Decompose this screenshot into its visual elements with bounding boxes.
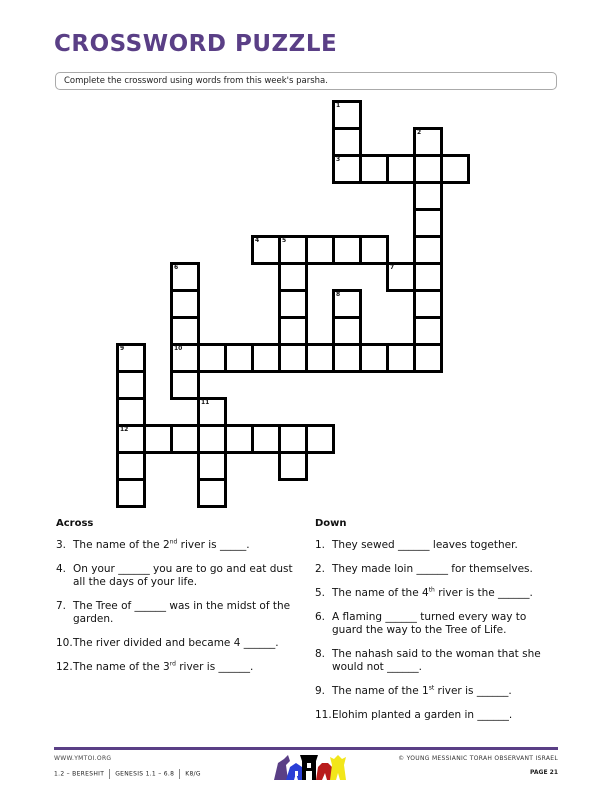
crossword-cell[interactable] xyxy=(278,316,308,346)
crossword-cell[interactable] xyxy=(332,154,362,184)
crossword-cell[interactable] xyxy=(413,127,443,157)
clue-number: 12. xyxy=(56,661,73,673)
crossword-cell[interactable] xyxy=(332,100,362,130)
clue-number: 9. xyxy=(315,685,326,697)
crossword-cell[interactable] xyxy=(197,343,227,373)
clue-text: The nahash said to the woman that she would not ______. xyxy=(332,648,541,673)
clue-number: 2 xyxy=(417,129,422,136)
down-clue xyxy=(315,611,560,637)
crossword-cell[interactable] xyxy=(197,397,227,427)
crossword-cell[interactable] xyxy=(251,235,281,265)
crossword-cell[interactable] xyxy=(278,235,308,265)
crossword-cell[interactable] xyxy=(251,424,281,454)
clue-text: The name of the 2nd river is _____. xyxy=(73,538,250,551)
crossword-cell[interactable] xyxy=(278,262,308,292)
clue-text: The river divided and became 4 ______. xyxy=(73,637,279,649)
clue-number: 8 xyxy=(336,291,341,298)
crossword-cell[interactable] xyxy=(413,154,443,184)
crossword-cell[interactable] xyxy=(224,343,254,373)
clue-text: The name of the 3rd river is ______. xyxy=(73,660,254,673)
crossword-cell[interactable] xyxy=(413,343,443,373)
crossword-cell[interactable] xyxy=(440,154,470,184)
crossword-cell[interactable] xyxy=(170,424,200,454)
crossword-cell[interactable] xyxy=(278,343,308,373)
crossword-cell[interactable] xyxy=(359,235,389,265)
logo-figures-icon xyxy=(272,751,352,781)
clue-number: 11 xyxy=(201,399,210,406)
across-clue xyxy=(56,539,296,552)
across-clue xyxy=(56,637,296,650)
down-clue-list xyxy=(315,539,560,722)
clue-number: 6 xyxy=(174,264,179,271)
crossword-cell[interactable] xyxy=(413,181,443,211)
down-clue xyxy=(315,539,560,552)
crossword-cell[interactable] xyxy=(170,262,200,292)
crossword-cell[interactable] xyxy=(143,424,173,454)
ymtoi-logo-icon xyxy=(272,751,352,781)
clue-text: A flaming ______ turned every way to guard the way to the Tree of Life. xyxy=(332,611,527,636)
crossword-cell[interactable] xyxy=(116,370,146,400)
crossword-cell[interactable] xyxy=(170,370,200,400)
crossword-cell[interactable] xyxy=(413,316,443,346)
crossword-cell[interactable] xyxy=(332,316,362,346)
clue-number: 7 xyxy=(390,264,395,271)
across-clue-list xyxy=(56,539,296,674)
clue-number: 9 xyxy=(120,345,125,352)
across-clue xyxy=(56,563,296,589)
crossword-cell[interactable] xyxy=(278,289,308,319)
crossword-cell[interactable] xyxy=(386,343,416,373)
clue-text: The name of the 4th river is the ______. xyxy=(332,586,533,599)
down-clue xyxy=(315,587,560,600)
instructions-text: Complete the crossword using words from this week's parsha. xyxy=(64,76,328,86)
clue-number: 10. xyxy=(56,637,73,649)
clue-number: 12 xyxy=(120,426,129,433)
crossword-cell[interactable] xyxy=(278,451,308,481)
crossword-cell[interactable] xyxy=(197,478,227,508)
clue-number: 6. xyxy=(315,611,326,623)
clue-number: 8. xyxy=(315,648,326,660)
across-heading: Across xyxy=(56,518,94,529)
footer-separator xyxy=(179,769,180,779)
clue-text: On your ______ you are to go and eat dust all the days of your life. xyxy=(73,563,293,588)
crossword-cell[interactable] xyxy=(197,451,227,481)
clue-number: 1. xyxy=(315,539,326,551)
crossword-cell[interactable] xyxy=(116,478,146,508)
crossword-cell[interactable] xyxy=(305,343,335,373)
crossword-cell[interactable] xyxy=(332,343,362,373)
footer-level: K8/G xyxy=(185,770,201,778)
clue-text: They made loin ______ for themselves. xyxy=(332,563,533,575)
footer-website: WWW.YMTOI.ORG xyxy=(54,755,112,762)
footer-reference: GENESIS 1.1 – 6.8 xyxy=(115,770,175,778)
crossword-cell[interactable] xyxy=(359,343,389,373)
crossword-cell[interactable] xyxy=(170,343,200,373)
crossword-cell[interactable] xyxy=(116,424,146,454)
crossword-cell[interactable] xyxy=(386,262,416,292)
crossword-cell[interactable] xyxy=(116,397,146,427)
across-clues xyxy=(56,517,296,685)
crossword-cell[interactable] xyxy=(386,154,416,184)
footer-separator xyxy=(109,769,110,779)
crossword-cell[interactable] xyxy=(305,235,335,265)
crossword-cell[interactable] xyxy=(278,424,308,454)
crossword-cell[interactable] xyxy=(413,289,443,319)
clue-number: 3 xyxy=(336,156,341,163)
across-clue xyxy=(56,661,296,674)
across-clue xyxy=(56,600,296,626)
clue-number: 5. xyxy=(315,587,326,599)
down-clue xyxy=(315,709,560,722)
clue-text: They sewed ______ leaves together. xyxy=(332,539,518,551)
crossword-cell[interactable] xyxy=(413,208,443,238)
down-clue xyxy=(315,685,560,698)
down-heading: Down xyxy=(315,518,347,529)
clue-number: 11. xyxy=(315,709,332,721)
clue-number: 7. xyxy=(56,600,67,612)
crossword-cell[interactable] xyxy=(305,424,335,454)
clue-text: The name of the 1st river is ______. xyxy=(332,684,512,697)
footer-copyright: © YOUNG MESSIANIC TORAH OBSERVANT ISRAEL xyxy=(398,755,558,762)
crossword-cell[interactable] xyxy=(251,343,281,373)
crossword-cell[interactable] xyxy=(170,289,200,319)
clue-text: The Tree of ______ was in the midst of the garden. xyxy=(73,600,291,625)
crossword-cell[interactable] xyxy=(332,289,362,319)
crossword-cell[interactable] xyxy=(116,451,146,481)
down-clue xyxy=(315,563,560,576)
clue-number: 2. xyxy=(315,563,326,575)
crossword-cell[interactable] xyxy=(332,127,362,157)
clue-text: Elohim planted a garden in ______. xyxy=(332,709,513,721)
footer-page-number: PAGE 21 xyxy=(530,769,558,776)
crossword-cell[interactable] xyxy=(116,343,146,373)
crossword-cell[interactable] xyxy=(359,154,389,184)
footer-divider xyxy=(54,747,558,750)
clue-number: 1 xyxy=(336,102,341,109)
footer-lesson: 1.2 – BERESHIT xyxy=(54,770,105,778)
clue-number: 5 xyxy=(282,237,287,244)
crossword-cell[interactable] xyxy=(224,424,254,454)
crossword-cell[interactable] xyxy=(413,235,443,265)
clue-number: 10 xyxy=(174,345,183,352)
clue-number: 3. xyxy=(56,539,67,551)
clue-number: 4. xyxy=(56,563,67,575)
crossword-cell[interactable] xyxy=(170,316,200,346)
down-clue xyxy=(315,648,560,674)
down-clues xyxy=(315,517,560,733)
page-title: CROSSWORD PUZZLE xyxy=(54,31,338,57)
clue-number: 4 xyxy=(255,237,260,244)
footer-lesson-info xyxy=(54,769,201,779)
crossword-cell[interactable] xyxy=(332,235,362,265)
crossword-cell[interactable] xyxy=(413,262,443,292)
crossword-cell[interactable] xyxy=(197,424,227,454)
